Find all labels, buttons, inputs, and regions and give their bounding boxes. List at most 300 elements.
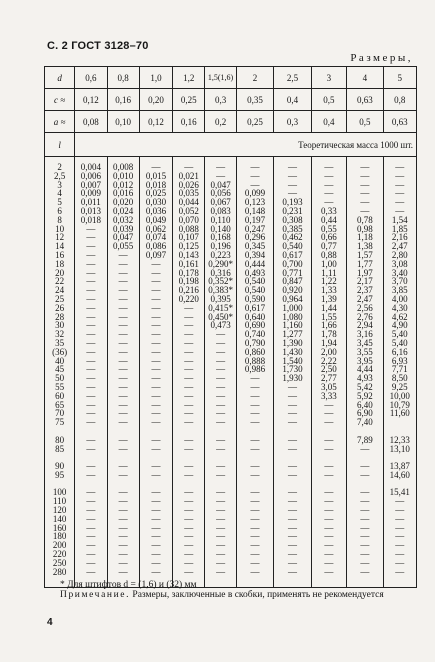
c-cell: 0,35 [236, 89, 274, 111]
mass-value: 3,40 [391, 267, 408, 278]
l-value: 90 [55, 461, 65, 472]
mass-value: — [151, 417, 161, 428]
mass-value: 1,85 [391, 223, 408, 234]
l-value: 55 [55, 381, 65, 392]
mass-value: — [118, 531, 128, 542]
mass-value: — [184, 531, 194, 542]
mass-value: 1,730 [282, 364, 303, 375]
c-cell: 0,5 [311, 89, 346, 111]
mass-value: — [184, 469, 194, 480]
mass-value: — [86, 302, 96, 313]
mass-value: — [324, 505, 334, 516]
mass-value: 0,039 [113, 223, 134, 234]
mass-value: — [151, 566, 161, 577]
mass-value: — [324, 179, 334, 190]
mass-value: 0,035 [178, 188, 199, 199]
mass-value: — [360, 487, 370, 498]
note-label: Примечание. [60, 590, 131, 600]
mass-value: — [395, 531, 405, 542]
mass-value: — [184, 522, 194, 533]
l-value: 2 [57, 162, 62, 172]
mass-value: 0,021 [178, 170, 199, 181]
a-cell: 0,2 [205, 111, 236, 133]
mass-value: 0,012 [113, 179, 134, 190]
mass-value: 4,93 [356, 373, 373, 384]
mass-value: — [216, 434, 226, 445]
mass-value: 0,415* [208, 302, 233, 313]
mass-value: 1,55 [321, 311, 337, 322]
mass-value: — [287, 531, 297, 542]
mass-value: 0,220 [178, 293, 199, 304]
mass-value: — [250, 390, 260, 401]
mass-value: — [151, 346, 161, 357]
mass-value: 0,231 [282, 205, 303, 216]
mass-column [139, 157, 172, 588]
mass-value: 5,40 [391, 329, 408, 340]
mass-value: 0,847 [282, 276, 303, 287]
mass-value: — [151, 381, 161, 392]
mass-value: — [184, 390, 194, 401]
mass-value: — [151, 258, 161, 269]
mass-value: — [250, 557, 260, 568]
l-value: 2,5 [53, 170, 66, 181]
mass-value: — [118, 496, 128, 507]
mass-value: — [395, 505, 405, 516]
mass-value: 1,78 [321, 329, 337, 340]
a-cell: 0,12 [139, 111, 172, 133]
mass-value: 1,39 [321, 293, 337, 304]
mass-value: — [184, 549, 194, 560]
mass-value: — [250, 408, 260, 419]
mass-value: — [360, 197, 370, 208]
mass-value: 0,055 [113, 241, 134, 252]
mass-value: 0,395 [210, 293, 231, 304]
mass-value: 0,986 [244, 364, 266, 375]
mass-value: — [118, 311, 128, 322]
l-value: 14 [55, 241, 65, 252]
mass-value: — [86, 241, 96, 252]
d-cell: 3 [311, 67, 346, 89]
mass-value: — [395, 566, 405, 577]
l-value: 120 [52, 505, 67, 516]
mass-value: — [287, 505, 297, 516]
mass-value: — [118, 557, 128, 568]
mass-value: 0,690 [244, 320, 266, 331]
mass-column [311, 157, 346, 588]
mass-value: — [184, 373, 194, 384]
mass-value: — [151, 522, 161, 533]
mass-value: 3,70 [391, 276, 408, 287]
l-value: 12 [55, 232, 65, 243]
mass-value: — [250, 170, 260, 181]
mass-value: — [184, 461, 194, 472]
a-cell: 0,63 [383, 111, 416, 133]
mass-value: — [86, 329, 96, 340]
mass-value: — [287, 434, 297, 445]
note-text: Размеры, заключенные в скобки, применять не рекомендуется [130, 590, 384, 600]
mass-value: — [118, 443, 128, 454]
mass-value: — [86, 487, 96, 498]
l-value: 20 [55, 267, 65, 278]
c-row [45, 89, 417, 111]
mass-value: — [250, 496, 260, 507]
mass-value: — [250, 522, 260, 533]
c-symbol: c ≈ [45, 89, 75, 111]
mass-value: — [118, 390, 128, 401]
mass-value: — [151, 311, 161, 322]
mass-value: — [250, 513, 260, 524]
mass-value: 0,860 [244, 346, 266, 357]
mass-value: 1,38 [356, 241, 373, 252]
mass-value: — [86, 223, 96, 234]
d-row [45, 67, 417, 89]
mass-value: — [324, 540, 334, 551]
l-value: 30 [55, 320, 65, 331]
mass-value: 4,44 [356, 364, 373, 375]
mass-value: — [216, 557, 226, 568]
c-cell: 0,63 [347, 89, 383, 111]
mass-value: — [216, 373, 226, 384]
mass-value: — [184, 320, 194, 331]
mass-value: — [118, 285, 128, 296]
mass-value: — [184, 505, 194, 516]
mass-value: — [360, 557, 370, 568]
mass-value: — [324, 531, 334, 542]
mass-value: 0,056 [210, 188, 231, 199]
mass-value: 0,216 [178, 285, 199, 296]
l-value: 26 [55, 302, 65, 313]
mass-value: — [86, 540, 96, 551]
mass-value: 2,77 [321, 373, 337, 384]
mass-value: — [86, 505, 96, 516]
mass-value: — [86, 469, 96, 480]
mass-value: — [287, 399, 297, 410]
mass-value: 13,10 [389, 443, 410, 454]
mass-value: 4,62 [391, 311, 408, 322]
mass-value: 0,44 [321, 214, 337, 225]
mass-value: — [184, 487, 194, 498]
pin-dimensions-table [44, 66, 417, 588]
mass-column [75, 157, 107, 588]
mass-value: 0,148 [244, 205, 266, 216]
mass-value: 0,78 [356, 214, 373, 225]
mass-value: 0,036 [145, 205, 167, 216]
mass-value: — [118, 513, 128, 524]
l-value: 10 [55, 223, 65, 234]
mass-value: — [324, 522, 334, 533]
mass-value: — [395, 205, 405, 216]
mass-value: 10,00 [389, 390, 410, 401]
mass-value: — [360, 540, 370, 551]
mass-value: — [86, 390, 96, 401]
mass-value: — [216, 522, 226, 533]
mass-value: — [151, 364, 161, 375]
mass-value: 0,247 [244, 223, 266, 234]
mass-value: — [360, 522, 370, 533]
mass-column [173, 157, 205, 588]
mass-value: 0,074 [145, 232, 167, 243]
mass-value: 0,178 [178, 267, 199, 278]
mass-value: — [287, 188, 297, 199]
l-value: 95 [55, 469, 65, 480]
mass-value: — [118, 320, 128, 331]
mass-value: 0,964 [282, 293, 303, 304]
mass-value: — [151, 390, 161, 401]
mass-value: — [250, 461, 260, 472]
mass-value: — [324, 557, 334, 568]
mass-value: — [151, 496, 161, 507]
mass-value: — [216, 549, 226, 560]
mass-value: — [324, 469, 334, 480]
mass-value: 11,60 [389, 408, 410, 419]
l-value: 60 [55, 390, 65, 401]
mass-value: — [184, 302, 194, 313]
mass-value: — [184, 417, 194, 428]
mass-value: — [86, 381, 96, 392]
mass-value: — [216, 461, 226, 472]
mass-value: 0,024 [113, 205, 134, 216]
mass-value: 0,047 [210, 179, 231, 190]
mass-value: 3,33 [321, 390, 337, 401]
mass-value: 14,60 [389, 469, 410, 480]
mass-value: 0,196 [210, 241, 231, 252]
mass-value: — [287, 417, 297, 428]
mass-value: 7,71 [391, 364, 408, 375]
mass-value: 2,00 [321, 346, 337, 357]
mass-value: — [184, 557, 194, 568]
mass-value: — [360, 496, 370, 507]
mass-value: — [151, 276, 161, 287]
mass-value: 0,540 [244, 276, 266, 287]
note [60, 590, 384, 600]
mass-value: — [86, 443, 96, 454]
mass-value: — [250, 399, 260, 410]
mass-value: 0,462 [282, 232, 303, 243]
mass-value: — [118, 487, 128, 498]
mass-value: — [86, 531, 96, 542]
mass-value: — [118, 381, 128, 392]
mass-value: 2,47 [356, 293, 373, 304]
mass-value: 6,90 [356, 408, 373, 419]
mass-value: — [184, 540, 194, 551]
mass-value: — [250, 434, 260, 445]
mass-value: 0,047 [113, 232, 134, 243]
c-cell: 0,3 [205, 89, 236, 111]
mass-value: — [216, 505, 226, 516]
mass-value: — [184, 346, 194, 357]
mass-value: — [151, 355, 161, 366]
mass-value: — [118, 364, 128, 375]
mass-value: 1,430 [282, 346, 303, 357]
mass-value: — [118, 267, 128, 278]
mass-value: 6,40 [356, 399, 373, 410]
mass-value: — [118, 408, 128, 419]
mass-value: — [360, 443, 370, 454]
mass-value: 0,125 [178, 241, 199, 252]
mass-value: 0,018 [80, 214, 101, 225]
mass-value: 2,22 [321, 355, 337, 366]
mass-value: — [184, 381, 194, 392]
d-symbol: d [45, 67, 75, 89]
l-value: 45 [55, 364, 65, 375]
mass-value: 13,87 [389, 461, 410, 472]
mass-value: 0,352* [208, 276, 233, 287]
mass-value: — [324, 549, 334, 560]
mass-value: — [151, 461, 161, 472]
mass-value: — [151, 487, 161, 498]
mass-value: 0,086 [145, 241, 167, 252]
mass-value: — [324, 513, 334, 524]
mass-value: 0,88 [321, 249, 337, 260]
mass-value: 3,45 [356, 337, 373, 348]
mass-value: — [86, 293, 96, 304]
mass-value: 1,390 [282, 337, 303, 348]
mass-value: — [216, 390, 226, 401]
mass-value: — [216, 162, 226, 172]
mass-value: — [287, 496, 297, 507]
mass-value: — [287, 469, 297, 480]
mass-value: — [118, 346, 128, 357]
mass-value: 2,94 [356, 320, 373, 331]
mass-value: 0,168 [210, 232, 231, 243]
mass-value: 0,010 [113, 170, 134, 181]
mass-value: — [216, 364, 226, 375]
mass-column [274, 157, 312, 588]
mass-value: — [118, 329, 128, 340]
mass-value: — [250, 469, 260, 480]
mass-value: — [324, 566, 334, 577]
mass-value: 7,89 [356, 434, 373, 445]
mass-column [205, 157, 236, 588]
mass-value [384, 418, 416, 427]
mass-value: 5,92 [356, 390, 373, 401]
mass-value: — [86, 249, 96, 260]
mass-value: 0,345 [244, 241, 266, 252]
l-value: 200 [52, 540, 67, 551]
mass-value: — [216, 346, 226, 357]
mass-value: — [151, 267, 161, 278]
mass-value: 8,50 [391, 373, 408, 384]
mass-value: — [216, 540, 226, 551]
mass-value: — [86, 408, 96, 419]
mass-value: — [151, 399, 161, 410]
mass-value: — [250, 443, 260, 454]
mass-value: 0,107 [178, 232, 199, 243]
mass-value: — [151, 434, 161, 445]
mass-value: — [250, 373, 260, 384]
mass-value: 0,493 [244, 267, 266, 278]
mass-value: — [324, 443, 334, 454]
document-reference: С. 2 ГОСТ 3128–70 [47, 40, 149, 52]
l-value: 85 [55, 443, 65, 454]
mass-value: — [151, 540, 161, 551]
l-value: 180 [52, 531, 67, 542]
mass-value: — [360, 205, 370, 216]
mass-value: — [216, 496, 226, 507]
mass-value: — [118, 549, 128, 560]
mass-value: — [184, 329, 194, 340]
mass-note: Теоретическая масса 1000 шт. [75, 133, 417, 157]
d-cell: 2,5 [274, 67, 312, 89]
mass-value: 0,444 [244, 258, 266, 269]
mass-value: 0,044 [178, 197, 199, 208]
mass-value: — [287, 513, 297, 524]
mass-column [347, 157, 383, 588]
mass-value: 0,385 [282, 223, 303, 234]
mass-value: — [118, 373, 128, 384]
l-value: 24 [55, 285, 65, 296]
mass-value: 0,018 [145, 179, 167, 190]
mass-value: 0,004 [80, 162, 101, 172]
mass-value: 1,97 [356, 267, 373, 278]
a-cell: 0,10 [107, 111, 139, 133]
mass-value: 2,50 [321, 364, 337, 375]
mass-value: — [395, 188, 405, 199]
mass-value: — [250, 505, 260, 516]
mass-value: — [118, 337, 128, 348]
footnote: * Для штифтов d = (1,6) и (32) мм [60, 580, 197, 590]
d-cell: 1,0 [139, 67, 172, 89]
mass-value: 0,193 [282, 197, 303, 208]
l-value: 22 [55, 276, 65, 287]
mass-value: — [86, 373, 96, 384]
mass-value: — [118, 469, 128, 480]
mass-value: — [395, 513, 405, 524]
mass-value: — [324, 170, 334, 181]
mass-value: — [216, 417, 226, 428]
mass-value: — [118, 505, 128, 516]
mass-value: — [118, 522, 128, 533]
mass-value: 0,394 [244, 249, 266, 260]
mass-value: 0,66 [321, 232, 337, 243]
mass-value: 1,18 [356, 232, 373, 243]
c-cell: 0,25 [173, 89, 205, 111]
mass-value: 0,617 [282, 249, 303, 260]
l-value: 5 [57, 197, 62, 208]
mass-value: 0,140 [210, 223, 231, 234]
mass-value: — [250, 549, 260, 560]
mass-value: — [395, 162, 405, 172]
mass-value: 4,30 [391, 302, 408, 313]
mass-value: 5,42 [356, 381, 373, 392]
mass-value: — [86, 513, 96, 524]
mass-value: — [151, 329, 161, 340]
mass-value: 7,40 [356, 417, 373, 428]
l-value: 70 [55, 408, 65, 419]
l-value: 35 [55, 337, 65, 348]
mass-value: — [151, 557, 161, 568]
mass-value: — [151, 531, 161, 542]
mass-value: 0,009 [80, 188, 101, 199]
mass-value: 0,025 [145, 188, 167, 199]
mass-value: 10,79 [389, 399, 410, 410]
mass-value: 0,290* [208, 258, 233, 269]
mass-value: — [395, 557, 405, 568]
mass-value: 0,008 [113, 162, 134, 172]
mass-value: 2,17 [356, 276, 373, 287]
mass-value: — [118, 249, 128, 260]
mass-value: 0,097 [145, 249, 167, 260]
mass-value: — [360, 505, 370, 516]
mass-value: — [86, 566, 96, 577]
mass-value: 0,920 [282, 285, 303, 296]
mass-value: — [395, 197, 405, 208]
mass-value: 0,052 [178, 205, 199, 216]
mass-value: 1,930 [282, 373, 303, 384]
mass-value: — [324, 417, 334, 428]
mass-value: 1,94 [321, 337, 337, 348]
dimensions-caption: Размеры, [350, 52, 413, 64]
